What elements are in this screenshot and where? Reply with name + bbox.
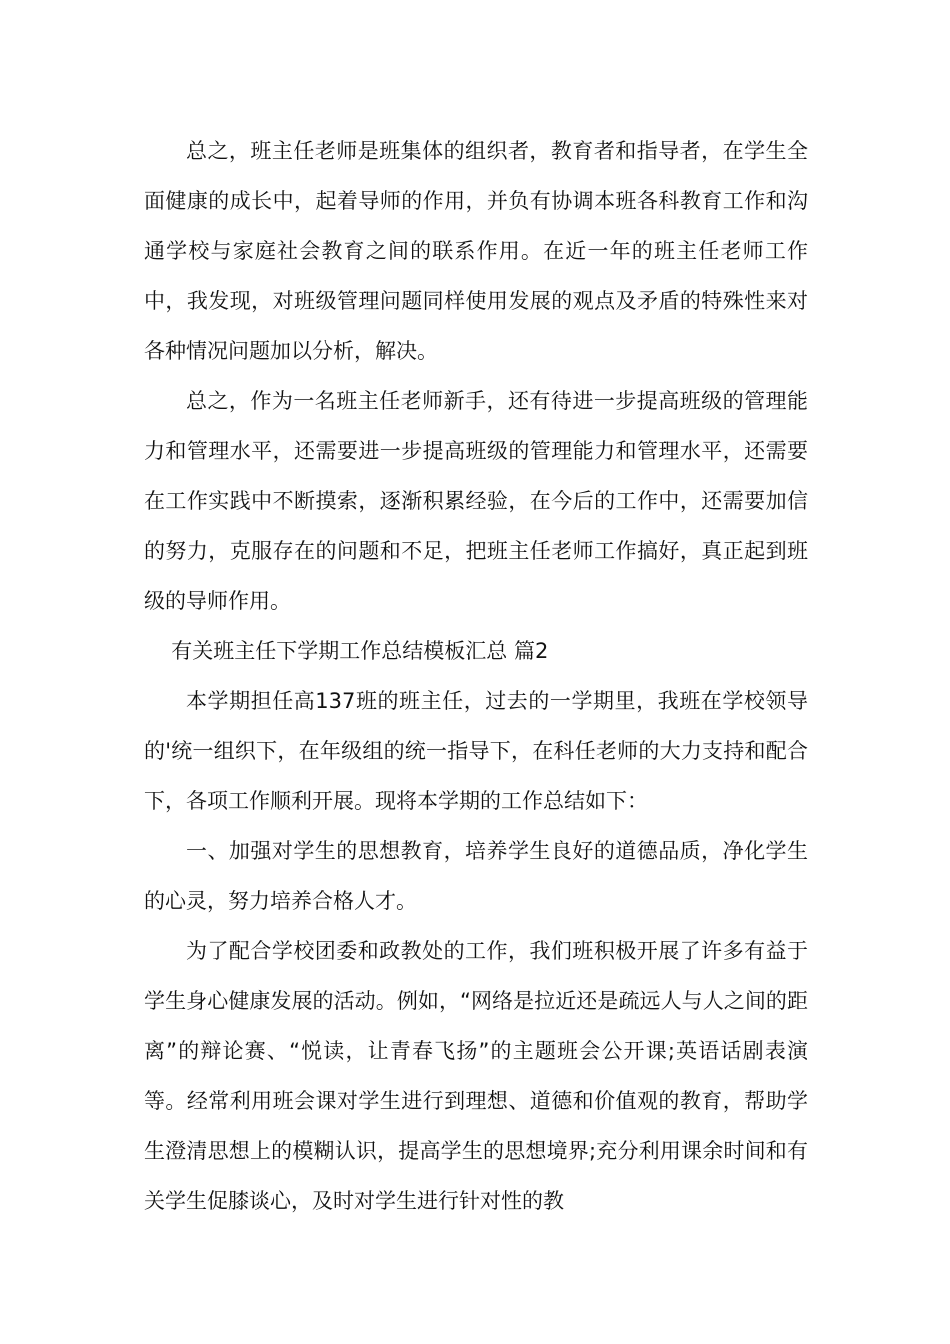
paragraph-activities: 为了配合学校团委和政教处的工作，我们班积极开展了许多有益于学生身心健康发展的活动。例如，“网络是拉近还是疏远人与人之间的距离”的辩论赛、“悦读，让青春飞扬”的主题班会公开课;英语话剧表演等。经常利用班会课对学生进行到理想、道德和价值观的教育，帮助学生澄清思想上的模糊认识，提高学生的思想境界;充分利用课余时间和有关学生促膝谈心，及时对学生进行针对性的教 (144, 939, 808, 1213)
document-body (144, 126, 808, 1226)
paragraph-point-one: 一、加强对学生的思想教育，培养学生良好的道德品质，净化学生的心灵，努力培养合格人才。 (144, 839, 808, 913)
paragraph-improvement: 总之，作为一名班主任老师新手，还有待进一步提高班级的管理能力和管理水平，还需要进一步提高班级的管理能力和管理水平，还需要在工作实践中不断摸索，逐渐积累经验，在今后的工作中，还需要加信的努力，克服存在的问题和不足，把班主任老师工作搞好，真正起到班级的导师作用。 (144, 389, 808, 613)
paragraph-summary: 总之，班主任老师是班集体的组织者，教育者和指导者，在学生全面健康的成长中，起着导师的作用，并负有协调本班各科教育工作和沟通学校与家庭社会教育之间的联系作用。在近一年的班主任老师工作中，我发现，对班级管理问题同样使用发展的观点及矛盾的特殊性来对各种情况问题加以分析，解决。 (144, 139, 808, 363)
section-heading: 有关班主任下学期工作总结模板汇总 篇2 (171, 639, 549, 663)
paragraph-intro: 本学期担任高137班的班主任，过去的一学期里，我班在学校领导的'统一组织下，在年级组的统一指导下，在科任老师的大力支持和配合下，各项工作顺利开展。现将本学期的工作总结如下： (144, 689, 808, 813)
